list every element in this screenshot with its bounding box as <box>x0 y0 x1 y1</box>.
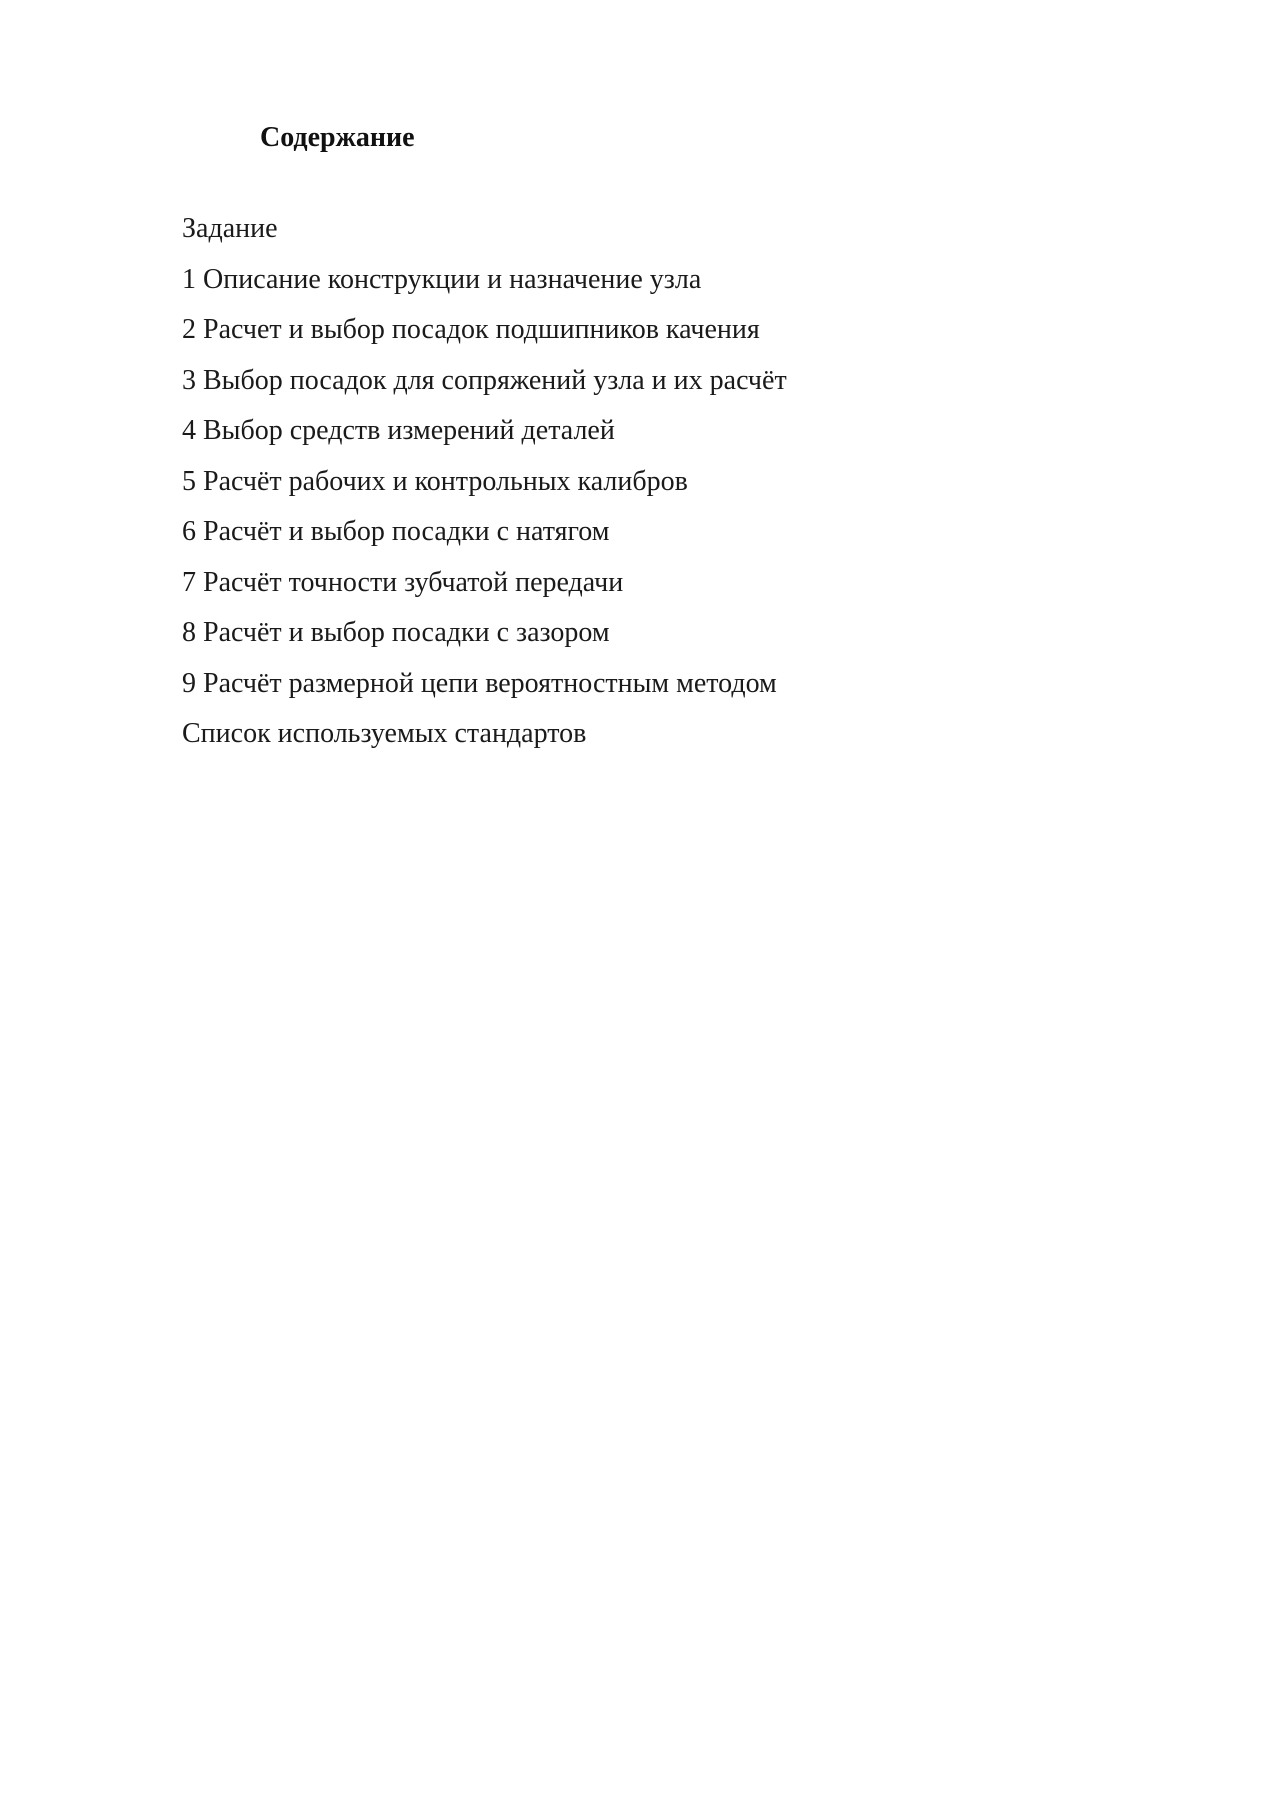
toc-item-6: 6 Расчёт и выбор посадки с натягом <box>182 516 610 547</box>
toc-item-5: 5 Расчёт рабочих и контрольных калибров <box>182 465 688 497</box>
toc-item-8: 8 Расчёт и выбор посадки с зазором <box>182 617 610 648</box>
toc-item-1: 1 Описание конструкции и назначение узла <box>182 263 702 295</box>
table-of-contents <box>182 204 787 760</box>
toc-item-assignment: Задание <box>182 213 278 244</box>
toc-item-3: 3 Выбор посадок для сопряжений узла и их расчёт <box>182 364 787 396</box>
toc-item-9: 9 Расчёт размерной цепи вероятностным методом <box>182 667 777 699</box>
toc-item-7: 7 Расчёт точности зубчатой передачи <box>182 566 624 598</box>
toc-item-4: 4 Выбор средств измерений деталей <box>182 415 615 446</box>
toc-item-2: 2 Расчет и выбор посадок подшипников качения <box>182 314 760 345</box>
toc-item-standards: Список используемых стандартов <box>182 718 587 749</box>
page-title: Содержание <box>260 122 415 153</box>
